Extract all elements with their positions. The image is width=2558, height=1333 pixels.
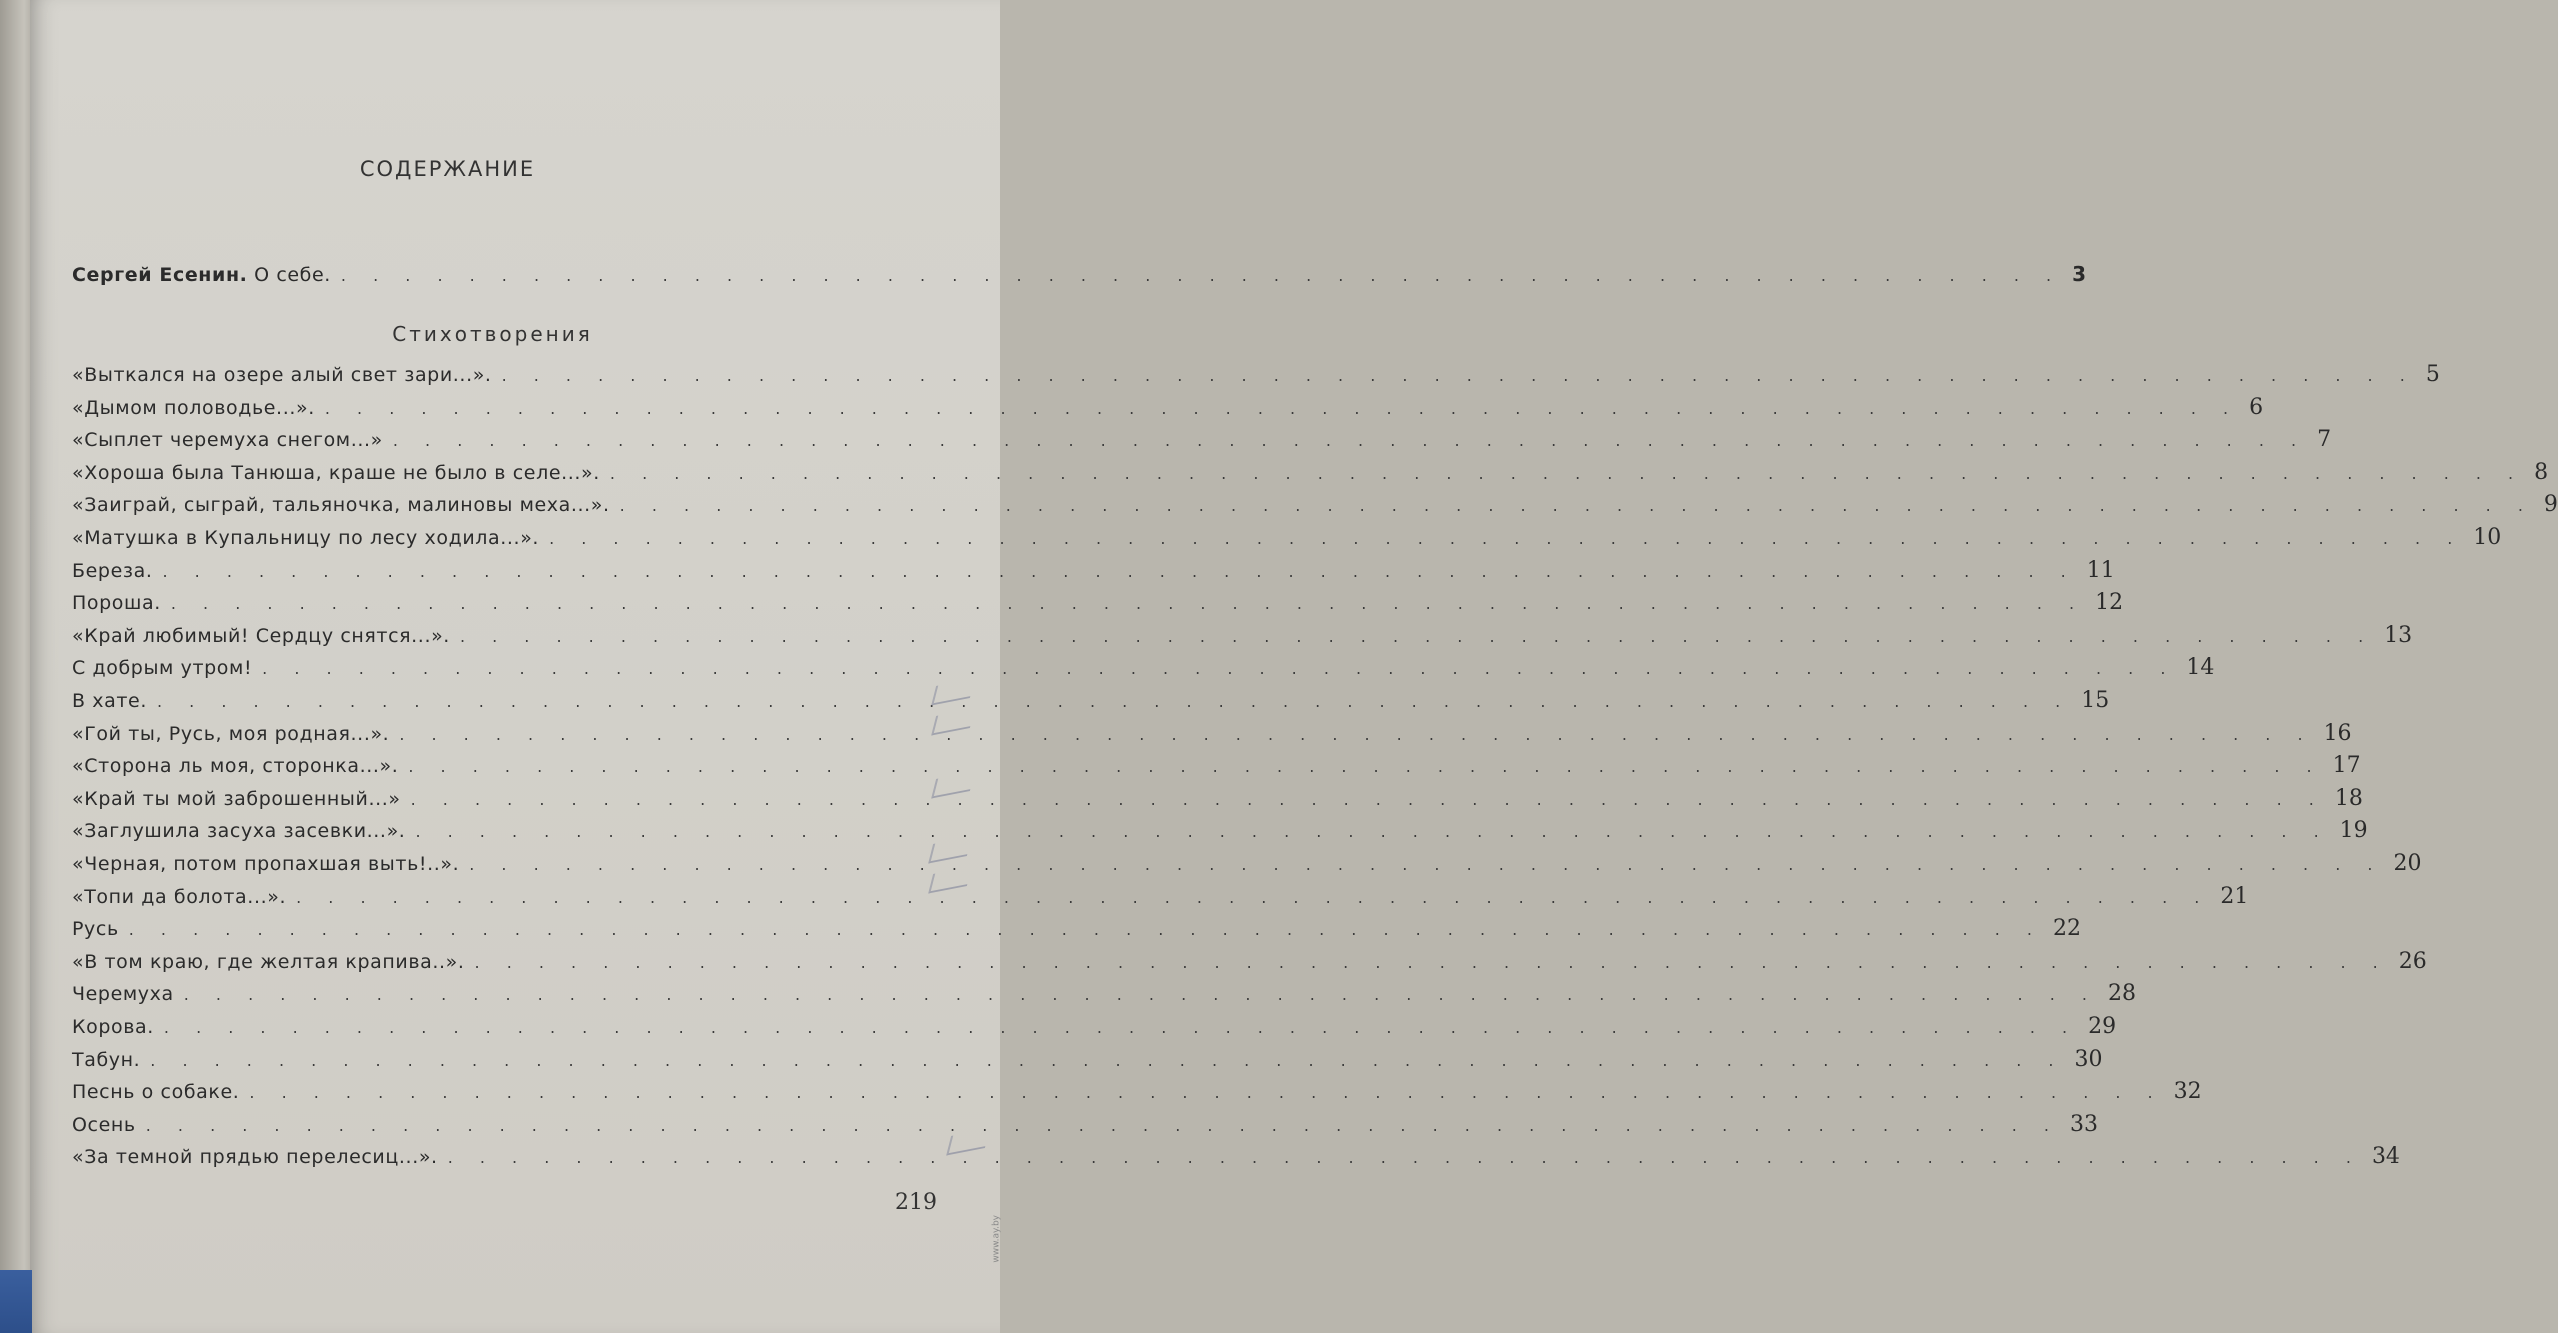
toc-entry	[72, 362, 2440, 394]
toc-entry	[72, 688, 2110, 720]
toc-entry	[72, 525, 2502, 557]
leader-dots: . . . . . . . . . . . . . . . . . . . . . . . . . . . . . . . . . . . . . . . . . . . . . . . . . . . . . . . . . . . .	[410, 789, 2325, 809]
leader-dots: . . . . . . . . . . . . . . . . . . . . . . . . . . . . . . . . . . . . . . . . . . . . . . . . . . . . . . . . . . . .	[150, 1050, 2065, 1070]
toc-page-number: 7	[2317, 427, 2332, 453]
toc-page-number: 11	[2086, 557, 2115, 583]
leader-dots: . . . . . . . . . . . . . . . . . . . . . . . . . . . . . . . . . . . . . . . . . . . . . . . . . . . . . .	[340, 266, 2063, 285]
leader-dots: . . . . . . . . . . . . . . . . . . . . . . . . . . . . . . . . . . . . . . . . . . . . . . . . . . . . . . . . . . . .	[549, 529, 2464, 548]
author-name: Сергей Есенин.	[72, 264, 248, 286]
toc-entry-title: «Дымом половодье...».	[72, 396, 315, 419]
leader-dots: . . . . . . . . . . . . . . . . . . . . . . . . . . . . . . . . . . . . . . . . . . . . . . . . . . . . . . . . . . . .	[392, 431, 2308, 451]
toc-page-number: 10	[2473, 525, 2502, 550]
leader-dots: . . . . . . . . . . . . . . . . . . . . . . . . . . . . . . . . . . . . . . . . . . . . . . . . . . . . . . . . . . . .	[474, 952, 2389, 972]
toc-page-number: 34	[2371, 1144, 2400, 1170]
toc-page-number: 18	[2334, 785, 2363, 811]
toc-entry-title: «Сторона ль моя, сторонка...».	[72, 755, 399, 778]
toc-page-number: 5	[2425, 362, 2440, 387]
leader-dots: . . . . . . . . . . . . . . . . . . . . . . . . . . . . . . . . . . . . . . . . . . . . . . . . . . . . . . . . . . . .	[447, 1148, 2362, 1168]
book-cover-edge	[0, 1270, 32, 1333]
leader-dots: . . . . . . . . . . . . . . . . . . . . . . . . . . . . . . . . . . . . . . . . . . . . . . . . . . . . . . . . . . . .	[609, 463, 2525, 483]
toc-page-number: 29	[2088, 1014, 2117, 1039]
toc-entry-title: «Матушка в Купальницу по лесу ходила...».	[72, 527, 540, 549]
toc-entry-title: «Гой ты, Русь, моя родная...».	[72, 722, 390, 745]
toc-page-number: 17	[2332, 753, 2361, 779]
toc-entry	[72, 459, 2549, 492]
toc-entry	[72, 948, 2427, 981]
folio-page-number: 219	[895, 1190, 937, 1215]
toc-entry-title: «Выткался на озере алый свет зари...».	[72, 364, 492, 386]
toc-entry-title: Табун.	[72, 1048, 141, 1071]
toc-page-number: 26	[2398, 948, 2427, 974]
leader-dots: . . . . . . . . . . . . . . . . . . . . . . . . . . . . . . . . . . . . . . . . . . . . . . . . . . . . . . . . . . . .	[162, 561, 2077, 581]
toc-entry	[72, 981, 2136, 1013]
toc-page-number: 28	[2107, 981, 2136, 1007]
leader-dots: . . . . . . . . . . . . . . . . . . . . . . . . . . . . . . . . . . . . . . . . . . . . . . . . . . . . . . . . . . . .	[415, 822, 2330, 842]
toc-entry	[72, 818, 2368, 850]
toc-entry	[72, 851, 2422, 883]
toc-entry	[72, 492, 2558, 524]
toc-entry-title: В хате.	[72, 690, 147, 712]
toc-entry	[72, 720, 2352, 753]
section-title: Стихотворения	[392, 322, 593, 346]
leader-dots: . . . . . . . . . . . . . . . . . . . . . . . . . . . . . . . . . . . . . . . . . . . . . . . . . . . . . . . . . . . .	[156, 692, 2072, 711]
toc-entry-title: Пороша.	[72, 592, 161, 615]
toc-entry-title: «Топи да болота...».	[72, 885, 287, 908]
toc-page-number: 22	[2052, 916, 2081, 942]
toc-entry-title	[72, 264, 331, 286]
toc-entry	[72, 427, 2332, 459]
toc-entry-title: Береза.	[72, 559, 153, 582]
leader-dots: . . . . . . . . . . . . . . . . . . . . . . . . . . . . . . . . . . . . . . . . . . . . . . . . . . . . . . . . . . . .	[183, 985, 2098, 1005]
toc-page-number: 3	[2072, 262, 2087, 286]
toc-entry	[72, 916, 2081, 948]
leader-dots: . . . . . . . . . . . . . . . . . . . . . . . . . . . . . . . . . . . . . . . . . . . . . . . . . . . . . . . . . . . .	[501, 366, 2416, 385]
toc-page-number: 9	[2543, 492, 2558, 518]
watermark: www.ay.by	[992, 1215, 1002, 1263]
toc-entry	[72, 1144, 2400, 1176]
toc-entry-title: Русь	[72, 918, 119, 941]
book-spine	[0, 0, 30, 1333]
toc-author-entry	[72, 262, 2087, 294]
toc-entry	[72, 590, 2124, 622]
toc-entry	[72, 1014, 2117, 1046]
toc-page-number: 32	[2173, 1079, 2202, 1105]
toc-entry-title: «Край ты мой заброшенный...»	[72, 787, 401, 810]
toc-page-number: 13	[2384, 622, 2413, 648]
toc-entry	[72, 753, 2361, 785]
leader-dots: . . . . . . . . . . . . . . . . . . . . . . . . . . . . . . . . . . . . . . . . . . . . . . . . . . . . . . . . . . . .	[163, 1018, 2079, 1037]
toc-entry-title: Черемуха	[72, 983, 174, 1006]
toc-entry	[72, 1111, 2098, 1144]
toc-entry	[72, 883, 2249, 916]
leader-dots: . . . . . . . . . . . . . . . . . . . . . . . . . . . . . . . . . . . . . . . . . . . . . . . . . . . . . . . . . . . .	[408, 757, 2323, 777]
toc-entry	[72, 1079, 2202, 1111]
toc-page-number: 19	[2339, 818, 2368, 844]
toc-page-number: 16	[2323, 720, 2352, 746]
toc-entry-title: «Край любимый! Сердцу снятся...».	[72, 624, 450, 647]
toc-page-number: 20	[2393, 851, 2422, 876]
contents-title: СОДЕРЖАНИЕ	[359, 157, 536, 181]
toc-entry	[72, 785, 2363, 818]
leader-dots: . . . . . . . . . . . . . . . . . . . . . . . . . . . . . . . . . . . . . . . . . . . . . . . . . . . . . . . . . . . .	[296, 887, 2211, 907]
toc-entry	[72, 1046, 2103, 1079]
toc-entry	[72, 655, 2215, 687]
toc-page-number: 14	[2186, 655, 2215, 681]
toc-page-number: 21	[2220, 883, 2249, 909]
toc-entry-title: «Хороша была Танюша, краше не было в селе...».	[72, 461, 600, 484]
toc-entry-title: «За темной прядью перелесиц...».	[72, 1146, 438, 1169]
toc-entry-title: «В том краю, где желтая крапива..».	[72, 950, 465, 973]
toc-entry-title: «Черная, потом пропахшая выть!..».	[72, 853, 460, 875]
leader-dots: . . . . . . . . . . . . . . . . . . . . . . . . . . . . . . . . . . . . . . . . . . . . . . . . . . . . . . . . . . . .	[399, 724, 2314, 744]
toc-entry-title: Корова.	[72, 1016, 154, 1038]
toc-page-number: 8	[2534, 459, 2549, 485]
leader-dots: . . . . . . . . . . . . . . . . . . . . . . . . . . . . . . . . . . . . . . . . . . . . . . . . . . . . . . . . . . . .	[459, 626, 2375, 646]
toc-entry	[72, 622, 2413, 655]
toc-page-number: 33	[2069, 1111, 2098, 1137]
leader-dots: . . . . . . . . . . . . . . . . . . . . . . . . . . . . . . . . . . . . . . . . . . . . . . . . . . . . . . . . . . . .	[128, 920, 2043, 940]
toc-entry-title: «Заглушила засуха засевки...».	[72, 820, 406, 843]
leader-dots: . . . . . . . . . . . . . . . . . . . . . . . . . . . . . . . . . . . . . . . . . . . . . . . . . . . . . . . . . . . .	[324, 398, 2240, 418]
leader-dots: . . . . . . . . . . . . . . . . . . . . . . . . . . . . . . . . . . . . . . . . . . . . . . . . . . . . . . . . . . . .	[619, 496, 2534, 516]
toc-entry-title: «Сыплет черемуха снегом...»	[72, 429, 383, 452]
toc-page-number: 12	[2095, 590, 2124, 616]
leader-dots: . . . . . . . . . . . . . . . . . . . . . . . . . . . . . . . . . . . . . . . . . . . . . . . . . . . . . . . . . . . .	[262, 659, 2177, 679]
toc-entry-title: «Заиграй, сыграй, тальяночка, малиновы меха...».	[72, 494, 610, 517]
toc-page-number: 15	[2081, 688, 2110, 713]
leader-dots: . . . . . . . . . . . . . . . . . . . . . . . . . . . . . . . . . . . . . . . . . . . . . . . . . . . . . . . . . . . .	[145, 1115, 2060, 1135]
leader-dots: . . . . . . . . . . . . . . . . . . . . . . . . . . . . . . . . . . . . . . . . . . . . . . . . . . . . . . . . . . . .	[170, 594, 2086, 614]
toc-entry	[72, 557, 2115, 590]
leader-dots: . . . . . . . . . . . . . . . . . . . . . . . . . . . . . . . . . . . . . . . . . . . . . . . . . . . . . . . . . . . .	[249, 1083, 2164, 1103]
toc-page-number: 6	[2249, 394, 2264, 420]
toc-entry	[72, 394, 2264, 427]
toc-page-number: 30	[2074, 1046, 2103, 1072]
toc-entry-title: С добрым утром!	[72, 657, 253, 680]
toc-entry-title: Осень	[72, 1113, 136, 1136]
leader-dots: . . . . . . . . . . . . . . . . . . . . . . . . . . . . . . . . . . . . . . . . . . . . . . . . . . . . . . . . . . . .	[469, 855, 2384, 874]
toc-entry-title: Песнь о собаке.	[72, 1081, 240, 1104]
author-entry-title: О себе.	[254, 264, 331, 286]
